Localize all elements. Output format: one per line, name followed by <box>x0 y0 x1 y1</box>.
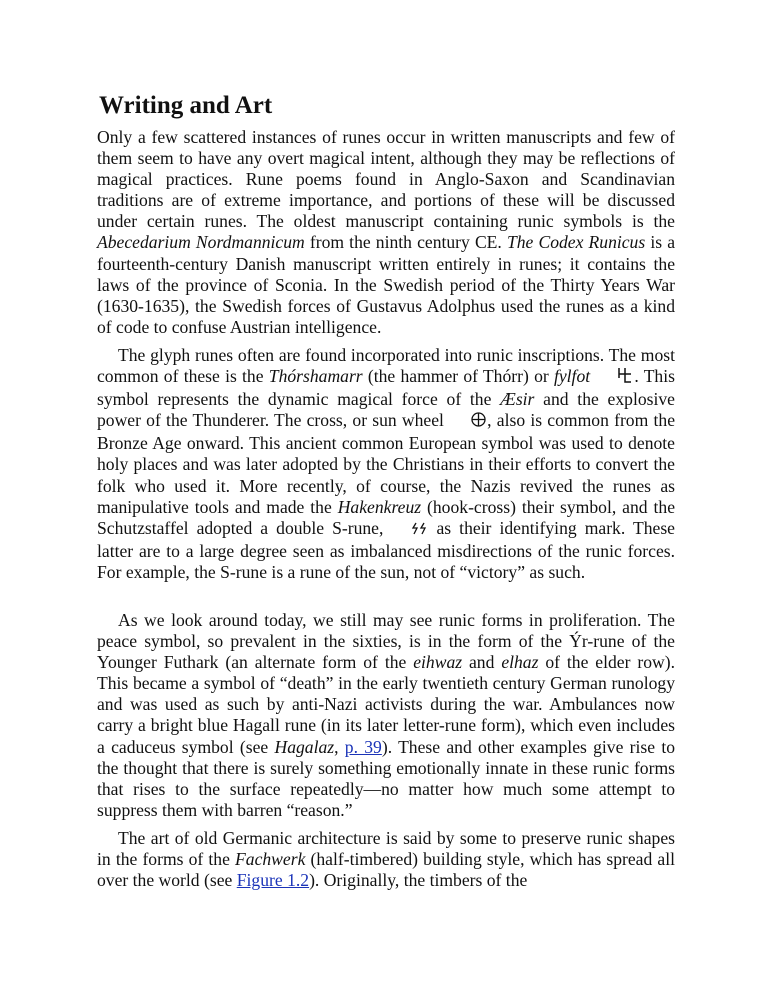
section-heading: Writing and Art <box>99 92 273 119</box>
term: Hakenkreuz <box>337 496 422 517</box>
paragraph-3 <box>97 610 675 821</box>
text: The glyph runes often are found incorporated into runic inscriptions. The most common of these is the <box>97 345 675 387</box>
text: , <box>334 736 345 757</box>
text: . This symbol represents the dynamic magical force of the <box>97 366 675 410</box>
text: As we look around today, we still may see runic forms in proliferation. The peace symbol, so prevalent in the sixties, is in the form of the Ýr-rune of the Younger Futhark (an alternate form of the <box>97 610 675 673</box>
manuscript-title: Abecedarium Nordmannicum <box>97 232 305 253</box>
text: (hook-cross) their symbol, and the Schutzstaffel adopted a double S-rune, <box>97 496 676 538</box>
sun-wheel-icon <box>449 411 487 433</box>
term: fylfot <box>553 366 591 387</box>
paragraph-1 <box>97 127 675 338</box>
term: Hagalaz <box>274 736 335 757</box>
manuscript-title: The Codex Runicus <box>506 232 646 253</box>
text: ). Originally, the timbers of the <box>309 870 528 891</box>
term: eihwaz <box>413 652 463 673</box>
text: , also is common from the Bronze Age onward. This ancient common European symbol was used to denote holy places and was later adopted by the Christians in their efforts to convert the folk who used it. More recently, of course, the Nazis revived the runes as manipulative tools and made the <box>97 410 676 517</box>
page-39-link[interactable]: p. 39 <box>344 736 382 757</box>
text: (half-timbered) building style, which has spread all over the world (see <box>97 849 675 891</box>
term: Æsir <box>500 389 535 410</box>
text: (the hammer of Thórr) or <box>362 366 554 387</box>
double-s-rune-icon <box>391 520 428 541</box>
term: Fachwerk <box>235 849 306 870</box>
text: from the ninth century CE. <box>304 232 507 253</box>
text: as their identifying mark. These latter are to a large degree seen as imbalanced misdirections of the runic forces. For example, the S-rune is a rune of the sun, not of “victory” as such. <box>97 517 675 582</box>
paragraph-4 <box>97 828 675 891</box>
text: ). These and other examples give rise to the thought that there is surely something emotionally innate in these runic forms that rises to the surface repeatedly—no matter how much some attempt to suppress them with barren “reason.” <box>97 736 676 820</box>
text: and <box>462 652 502 673</box>
paragraph-2 <box>97 345 675 583</box>
text: Only a few scattered instances of runes occur in written manuscripts and few of them seem to have any overt magical intent, although they may be reflections of magical practices. Rune poems found in Anglo-Saxon and Scandinavian traditions are of extreme importance, and portions of these will be discussed under certain runes. The oldest manuscript containing runic symbols is the <box>97 127 675 232</box>
fylfot-icon <box>595 366 634 389</box>
term: elhaz <box>501 652 539 673</box>
term: Thórshamarr <box>268 366 363 387</box>
text: The art of old Germanic architecture is said by some to preserve runic shapes in the forms of the <box>97 828 675 870</box>
text: of the elder row). This became a symbol of “death” in the early twentieth century German runology and was used as such by anti-Nazi activists during the war. Ambulances now carry a bright blue Hagall rune (in its later letter-rune form), which even includes a caduceus symbol (see <box>97 652 675 757</box>
text: is a fourteenth-century Danish manuscript written entirely in runes; it contains the laws of the province of Sconia. In the Swedish period of the Thirty Years War (1630-1635), the Swedish forces of Gustavus Adolphus used the runes as a kind of code to confuse Austrian intelligence. <box>97 232 675 337</box>
figure-1-2-link[interactable]: Figure 1.2 <box>236 870 310 891</box>
text: and the explosive power of the Thunderer. The cross, or sun wheel <box>97 389 675 431</box>
